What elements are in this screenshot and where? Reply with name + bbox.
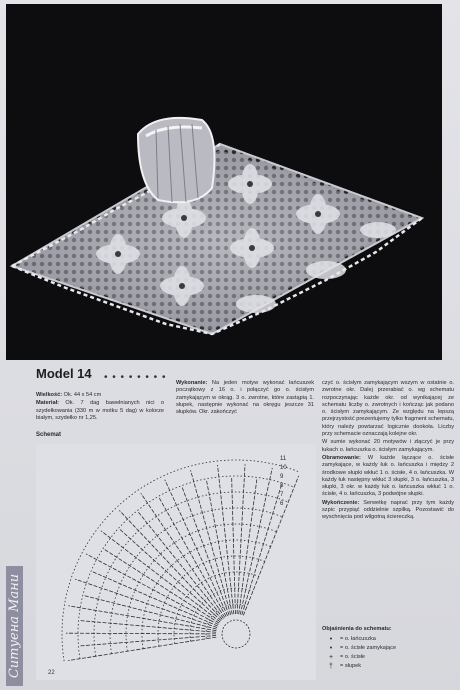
model-title: Model 14 bbox=[36, 366, 92, 381]
side-watermark-title: Ситуена Мани bbox=[6, 566, 23, 686]
finishing-text: Serwetkę naprać przy tym każdy szpic przypiąć oddzielnie szpilką. Pozostawić do wyschnięcia pod wilgotną ściereczką. bbox=[322, 499, 455, 521]
legend-label: = o. ścisłe zamykające bbox=[340, 645, 397, 651]
chart-round-number: 9 bbox=[280, 474, 284, 480]
chart-round-number: 8 bbox=[280, 483, 284, 489]
doily-photo bbox=[6, 4, 442, 360]
continued-paragraph-2: W sumie wykonać 20 motywów i złączyć je przy łukach o. łańcuszka o. ścisłym zamykającym. bbox=[322, 439, 454, 453]
size-line bbox=[36, 392, 164, 399]
single-crochet-icon: + bbox=[328, 654, 334, 661]
size-label: Wielkość: bbox=[36, 392, 63, 398]
legend-label: = o. łańcuszka bbox=[340, 636, 376, 642]
material-line bbox=[36, 400, 164, 422]
chart-round-number: 7 bbox=[280, 492, 284, 498]
slip-stitch-icon: • bbox=[329, 645, 333, 652]
schemat-label: Schemat bbox=[36, 432, 62, 438]
continued-paragraph-1: czyć o. ścisłym zamykającym wszym w ostatnie o. zwrotne okr. Dalej przerabiać o. wg schematu rozpoczynając każde okr. od wynikającej ze schematu liczby o. zwrotnych i kończąc jak podano o. ścisłym zamykającym. Ze względu na lepszą przejrzystość prezentujemy tylko fragment schematu, który należy powtarzać logicznie dookoła. Liczby przy schemacie oznaczają kolejne okr. bbox=[322, 380, 454, 438]
page-number: 22 bbox=[48, 670, 55, 676]
crochet-chart bbox=[36, 444, 316, 680]
legend-row bbox=[322, 662, 452, 671]
legend-title: Objaśnienia do schematu: bbox=[322, 626, 392, 632]
specs-block bbox=[36, 392, 164, 423]
legend-label: = o. ścisłe bbox=[340, 654, 366, 660]
legend-row bbox=[322, 644, 452, 653]
finishing-heading: Wykończenie: bbox=[322, 499, 360, 506]
instructions-paragraph bbox=[176, 380, 314, 416]
chain-stitch-icon: • bbox=[329, 636, 333, 643]
model-title-dots: • • • • • • • • bbox=[104, 372, 167, 383]
instructions-heading: Wykonanie: bbox=[176, 380, 208, 386]
legend-row bbox=[322, 635, 452, 644]
chart-round-number: 11 bbox=[280, 456, 287, 462]
instructions-text: Na jeden motyw wykonać łańcuszek początkowy z 16 o. i połączyć go o. ścisłym zamykającym w okrąg. 3 o. zwrotne, które zastąpią 1. słupek, następnie wykonać na okręgu jeszcze 31 słupków. Okr. zakończyć bbox=[176, 380, 314, 416]
material-value: Ok. 7 dag bawełnianych nici o szydełkowania (330 m w motku 5 dag) w kolorze białym, szydełko nr 1,25. bbox=[36, 400, 164, 421]
instructions-continued-block bbox=[322, 380, 454, 523]
border-heading: Obramowanie: bbox=[322, 454, 361, 461]
size-value: Ok. 44 x 54 cm bbox=[63, 392, 102, 398]
chart-round-number: 10 bbox=[280, 465, 287, 471]
double-crochet-icon: † bbox=[329, 663, 333, 670]
chart-round-number: 6 bbox=[280, 501, 284, 507]
material-label: Materiał: bbox=[36, 400, 60, 407]
chart-legend bbox=[322, 626, 452, 671]
legend-label: = słupek bbox=[340, 663, 361, 669]
finishing-paragraph bbox=[322, 500, 454, 522]
doily-photo-illustration bbox=[6, 4, 442, 360]
border-paragraph bbox=[322, 455, 454, 499]
border-text: W każde łączące o. ścisłe zamykające, w każdy łuk o. łańcuszka i między 2 środkowe słupki wkłuć 1 o. ścisłe, 4 o. łańcuszka. W każdy łuk następny wkłuć 3 słupki, 3 o. łańcuszka, 3 słupki, 3 okr. w każdy łuk o. łańcuszka wkłuć 1 o. ścisłe, 4 o. łańcuszka, 3 podwójne słupki. bbox=[322, 454, 454, 498]
instructions-block bbox=[176, 380, 314, 417]
legend-row bbox=[322, 653, 452, 662]
